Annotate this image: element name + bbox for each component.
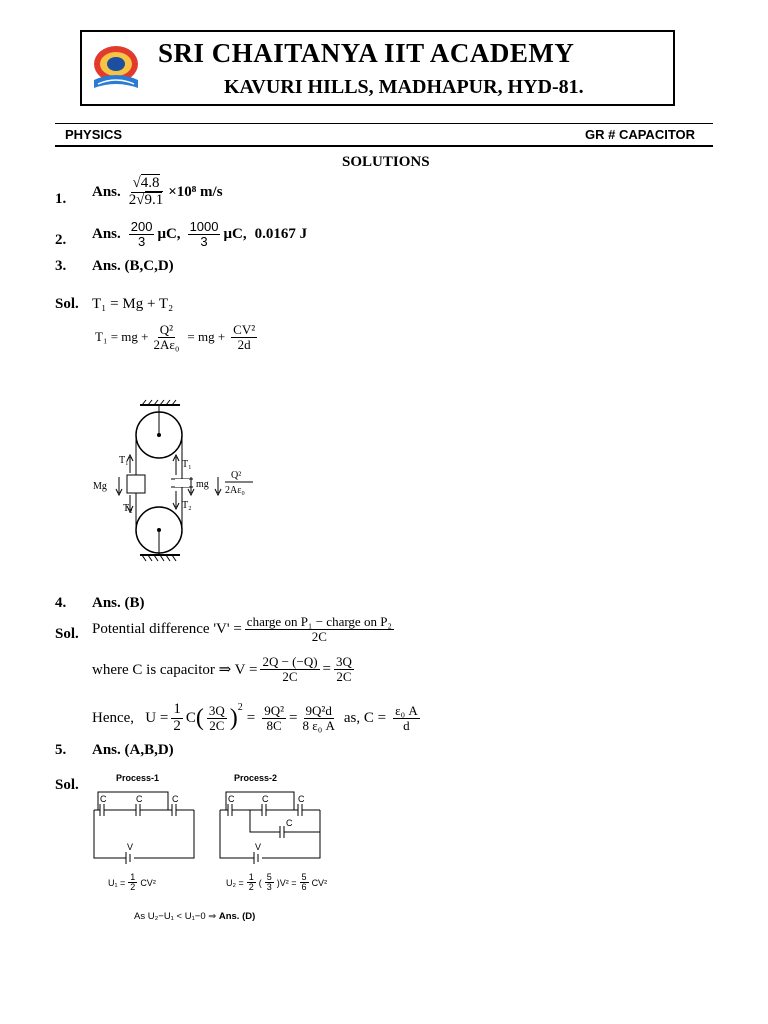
q2-f1-den: 3 (138, 233, 146, 249)
q4-l3b-num: 3Q (208, 703, 225, 719)
q2-energy: 0.0167 J (254, 225, 308, 242)
q4-answer: Ans. (B) (92, 595, 145, 611)
fig-mg-small: mg (196, 479, 209, 490)
q4-l2-text: where C is capacitor ⇒ V = (92, 661, 258, 678)
q1-den-root: 9.1 (144, 191, 164, 208)
q3-sol-label: Sol. (55, 296, 79, 312)
u1-tail: CV² (140, 877, 156, 888)
q3-eq2-den2: 2d (237, 336, 251, 352)
q4-l2-den: 2C (282, 668, 298, 684)
p1-v: V (127, 842, 134, 852)
q4-l3-square: 2 (237, 702, 243, 713)
fig-q-num: Q² (231, 470, 242, 481)
q4-l3e-num: ε₀ A (395, 703, 418, 719)
q3-eq2-den: 2Aε₀ (153, 336, 180, 352)
q1-den-coef: 2 (128, 191, 137, 208)
header-title: SRI CHAITANYA IIT ACADEMY (158, 38, 575, 68)
q4-l2-den2: 2C (336, 668, 352, 684)
u2-b: 2 (248, 882, 254, 893)
topic-rule-top (55, 123, 713, 124)
q4-l1-text: Potential difference 'V' = (92, 620, 242, 637)
q1-tail: ×10⁸ m/s (168, 183, 223, 200)
q5-answer: Ans. (A,B,D) (92, 742, 174, 758)
q4-l3-c: C (185, 709, 196, 726)
q4-l3b-den: 2C (209, 717, 225, 733)
header-box (80, 30, 675, 106)
q4-l3a-den: 2 (173, 717, 181, 734)
u2-d: 3 (266, 882, 272, 893)
p2-c3: C (298, 794, 305, 804)
p2-v: V (255, 842, 262, 852)
q2-f2-num: 1000 (189, 219, 219, 234)
q4-sol-label: Sol. (55, 626, 79, 642)
q4-l3c-num: 9Q² (264, 703, 285, 719)
u1-num: 1 (130, 872, 136, 882)
u1-expression (108, 873, 156, 893)
q2-number: 2. (55, 232, 67, 248)
q4-number: 4. (55, 595, 67, 611)
subject-label: PHYSICS (65, 127, 123, 142)
q4-l3a-num: 1 (173, 701, 181, 717)
q3-eq1: T₁ = Mg + T₂ (92, 296, 174, 312)
q1-ans-label: Ans. (92, 183, 121, 200)
q4-l2-num: 2Q − (−Q) (262, 654, 318, 669)
solutions-heading: SOLUTIONS (342, 154, 430, 170)
q4-l3-text: Hence, U = (92, 709, 169, 726)
process1-label: Process-1 (116, 773, 160, 783)
q5-sol-label: Sol. (55, 777, 79, 793)
q1-answer: Ans. $\frac{√4.8}{2√9.1}$ ×10⁸ m/s (92, 175, 223, 208)
fig-t2-left: T₂ (123, 503, 133, 514)
q4-l3c-den: 8C (266, 717, 282, 733)
u2-mid: V² = (279, 877, 297, 888)
u2-f: 6 (301, 882, 307, 893)
u2-tail: CV² (311, 877, 328, 888)
q3-eq2-num2: CV² (233, 322, 256, 337)
group-label: GR # CAPACITOR (585, 127, 696, 142)
p1-c3: C (172, 794, 179, 804)
q3-answer: Ans. (B,C,D) (92, 258, 174, 274)
q4-line2 (92, 655, 357, 683)
u2-a: 1 (248, 872, 254, 882)
process-circuits (90, 770, 350, 925)
header-subtitle: KAVURI HILLS, MADHAPUR, HYD-81. (224, 76, 584, 98)
q1-num-root: 4.8 (140, 175, 160, 191)
q5-final-line (134, 911, 255, 922)
u2-expression: U₂ = $\frac{1}{2}$ ( $\frac{5}{3}$ ) V² = $\frac{5}{6}$ CV² (226, 872, 328, 893)
q2-f1-num: 200 (130, 219, 153, 234)
pulley-diagram (85, 395, 285, 575)
q4-l2-num2: 3Q (336, 654, 352, 669)
p2-c2: C (262, 794, 269, 804)
q4-line1 (92, 615, 397, 643)
q2-f2-den: 3 (200, 233, 208, 249)
q2-ans-label: Ans. (92, 225, 121, 242)
p2-c4: C (286, 818, 293, 828)
fig-q-den: 2Aε₀ (225, 485, 245, 496)
q4-l3d-den: 8 ε₀ A (302, 717, 335, 733)
p1-c2: C (136, 794, 143, 804)
u1-label: U₁ = (108, 877, 126, 888)
q3-eq2-num: Q² (159, 322, 174, 337)
fig-mg-big: Mg (93, 481, 107, 492)
q4-l3e-den: d (403, 717, 410, 733)
q2-unit2: μC, (223, 225, 247, 242)
p2-c1: C (228, 794, 235, 804)
q4-l2-eq: = (322, 660, 332, 677)
u1-den: 2 (130, 882, 136, 893)
u2-label: U₂ = (226, 877, 244, 888)
q2-unit1: μC, (157, 225, 181, 242)
topic-rule-bottom (55, 145, 713, 147)
process2-label: Process-2 (234, 773, 278, 783)
q5-final-ans: Ans. (D) (218, 911, 256, 922)
q4-l1-den: 2C (311, 628, 327, 644)
q2-answer (92, 220, 307, 248)
q3-eq2-lhs: T₁ = mg + (95, 329, 149, 345)
logo-icon (88, 40, 144, 96)
q4-l3-as: as, C = (343, 709, 387, 726)
fig-t1-right: T₁ (182, 459, 192, 470)
fig-t2-right: T₂ (182, 500, 192, 511)
q5-final-text: As U₂−U₁ < U₁−0 ⇒ (134, 911, 217, 922)
q3-eq2-mid: = mg + (187, 329, 226, 345)
q4-line3: Hence, U = $\frac{1}{2}$ C ( $\frac{3Q}{2C}$ ) $^2$ = $\frac{\text{9Q²}}{8C}$ = $\frac{\text{9Q²d}}{\text{8 ε₀ A}}$ as, C = $\frac{\text{ε₀ A}}{d}$ (92, 701, 418, 734)
q3-eq2 (95, 323, 260, 351)
u2-e: 5 (301, 872, 307, 882)
q3-number: 3. (55, 258, 67, 274)
q4-l1-num: charge on P₁ − charge on P₂ (246, 614, 392, 629)
p1-c1: C (100, 794, 107, 804)
u2-c: 5 (266, 872, 272, 882)
q1-number: 1. (55, 191, 67, 207)
fig-t1-left: T₁ (119, 455, 129, 466)
q5-number: 5. (55, 742, 67, 758)
q4-l3d-num: 9Q²d (305, 703, 332, 719)
